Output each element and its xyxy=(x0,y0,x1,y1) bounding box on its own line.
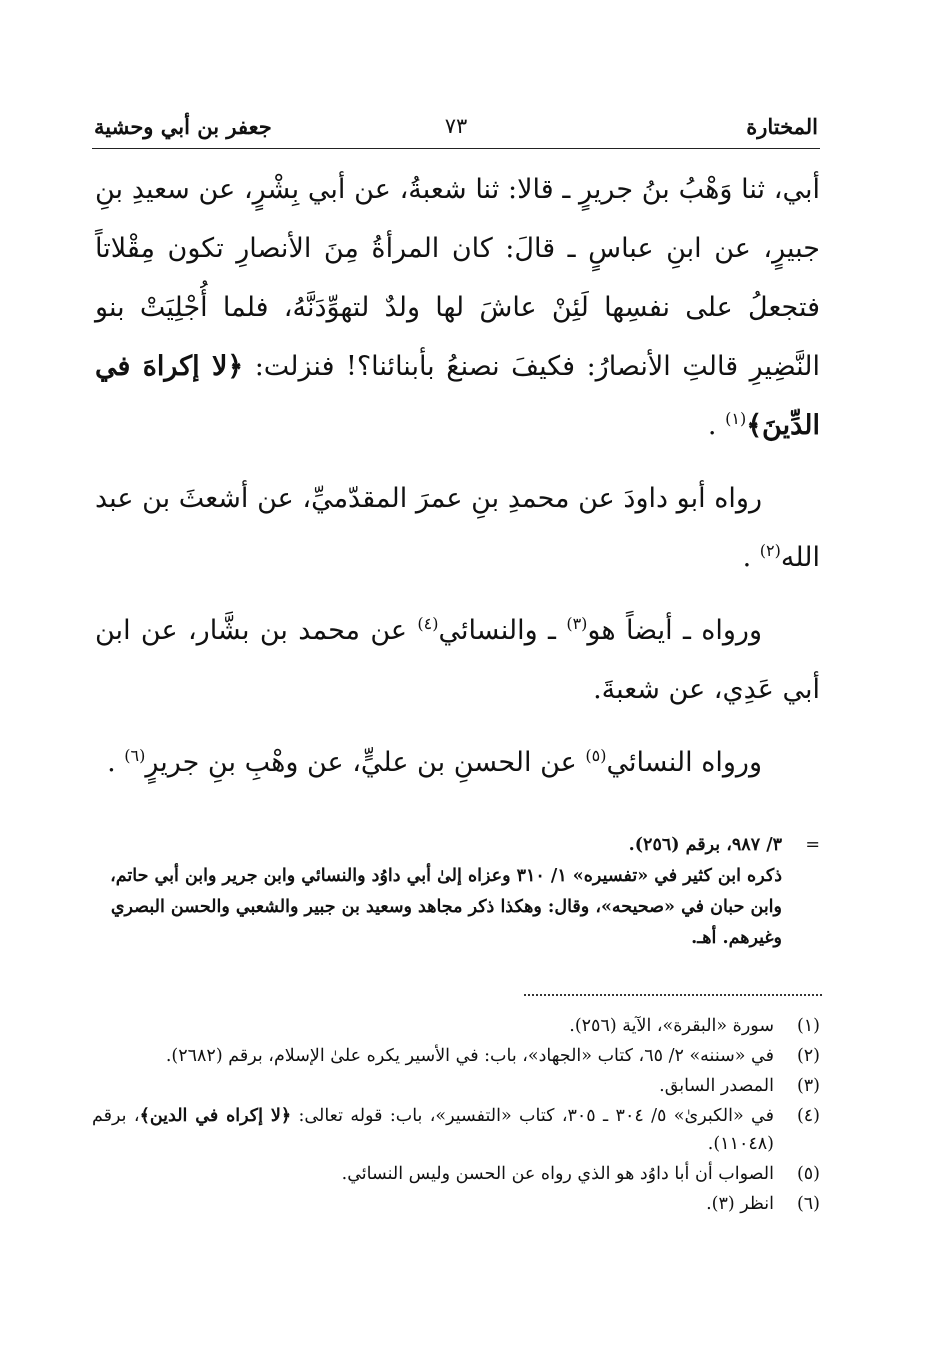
paragraph-text: عن الحسنِ بن عليٍّ، عن وهْبِ بنِ جريرٍ xyxy=(145,747,577,778)
footnote-separator xyxy=(524,994,822,996)
paragraph-abu-dawud xyxy=(95,469,820,587)
footnote-text: ، برقم (١١٠٤٨). xyxy=(92,1106,774,1154)
footnote xyxy=(92,1072,820,1100)
footnote-text: المصدر السابق. xyxy=(659,1076,774,1096)
footnote-ref-5: (٥) xyxy=(585,746,607,765)
footnote-ref-3: (٣) xyxy=(566,614,588,633)
footnote-text: انظر (٣). xyxy=(706,1194,774,1214)
footnote-number: (٥) xyxy=(796,1164,820,1184)
continuation-marker: = xyxy=(805,835,820,855)
footnote-text: في «الكبرىٰ» ٥/ ٣٠٤ ـ ٣٠٥، كتاب «التفسير»، باب: قوله تعالى: xyxy=(298,1106,775,1126)
footnote-number: (٦) xyxy=(796,1194,820,1214)
continuation-body: ذكره ابن كثير في «تفسيره» ١/ ٣١٠ وعزاه إلىٰ أبي داوُد والنسائي وابن جرير وابن أبي حاتم، وابن حبان في «صحيحه»، وقال: وهكذا ذكر مجاهد وسعيد بن جبير والشعبي والحسن البصري وغيرهم. أهـ. xyxy=(110,866,782,948)
footnote-text: سورة «البقرة»، الآية (٢٥٦). xyxy=(569,1016,774,1036)
hadith-text: أبي، ثنا وَهْبُ بنُ جريرٍ ـ قالا: ثنا شعبةُ، عن أبي بِشْرٍ، عن سعيدِ بنِ جبيرٍ، عن ابنِ عباسٍ ـ قالَ: كان المرأةُ مِنَ الأنصارِ تكون مِقْلاتاً فتجعلُ على نفسِها لَئِنْ عاشَ لها ولدٌ لتهوِّدَنَّهُ، فلما أُجْلِيَتْ بنو النَّضِيرِ قالتِ الأنصارُ: فكيفَ نصنعُ بأبنائنا؟! فنزلت: xyxy=(95,174,820,382)
quran-quote: ﴿لا إكراهَ في الدِّينَ﴾ xyxy=(95,351,820,441)
paragraph-text: ـ والنسائي xyxy=(438,615,556,646)
footnote xyxy=(92,1012,820,1040)
footnote-ref-1: (١) xyxy=(725,409,747,428)
paragraph-end: . xyxy=(742,542,752,573)
footnote xyxy=(92,1102,820,1158)
chapter-title: جعفر بن أبي وحشية xyxy=(94,114,272,139)
footnote-text: في «سننه» ٢/ ٦٥، كتاب «الجهاد»، باب: في الأسير يكره علىٰ الإسلام، برقم (٢٦٨٢). xyxy=(165,1046,774,1066)
footnote-ref-4: (٤) xyxy=(417,614,439,633)
footnote-ref-2: (٢) xyxy=(759,541,781,560)
continuation-line: ٣/ ٩٨٧، برقم (٢٥٦). xyxy=(628,835,782,855)
paragraph-text: ورواه النسائي xyxy=(606,747,762,778)
paragraph-hadith xyxy=(95,160,820,455)
main-text xyxy=(95,160,820,792)
footnote-number: (٤) xyxy=(796,1106,820,1126)
footnote-number: (١) xyxy=(796,1016,820,1036)
page-number: ٧٣ xyxy=(444,114,468,138)
paragraph-text: عن محمد بن بشَّار، عن ابن أبي عَدِي، عن شعبةَ. xyxy=(95,615,820,705)
paragraph-text: رواه أبو داودَ عن محمدِ بنِ عمرَ المقدّميِّ، عن أشعثَ بن عبد الله xyxy=(95,483,820,573)
running-header xyxy=(92,104,820,149)
footnote-number: (٢) xyxy=(796,1046,820,1066)
footnote-text: الصواب أن أبا داوُد هو الذي رواه عن الحسن وليس النسائي. xyxy=(341,1164,774,1184)
footnote xyxy=(92,1190,820,1218)
book-title: المختارة xyxy=(746,114,818,139)
paragraph-nasai-1 xyxy=(95,601,820,719)
footnote xyxy=(92,1160,820,1188)
footnotes xyxy=(92,1012,820,1220)
paragraph-text: ورواه ـ أيضاً هو xyxy=(587,615,762,646)
paragraph-end: . xyxy=(107,747,116,778)
footnote xyxy=(92,1042,820,1070)
paragraph-nasai-2 xyxy=(95,733,820,792)
quran-quote: ﴿لا إكراه في الدين﴾ xyxy=(139,1106,292,1126)
footnote-number: (٣) xyxy=(796,1076,820,1096)
paragraph-end: . xyxy=(707,410,717,441)
footnote-continuation xyxy=(100,830,820,954)
footnote-ref-6: (٦) xyxy=(124,746,146,765)
